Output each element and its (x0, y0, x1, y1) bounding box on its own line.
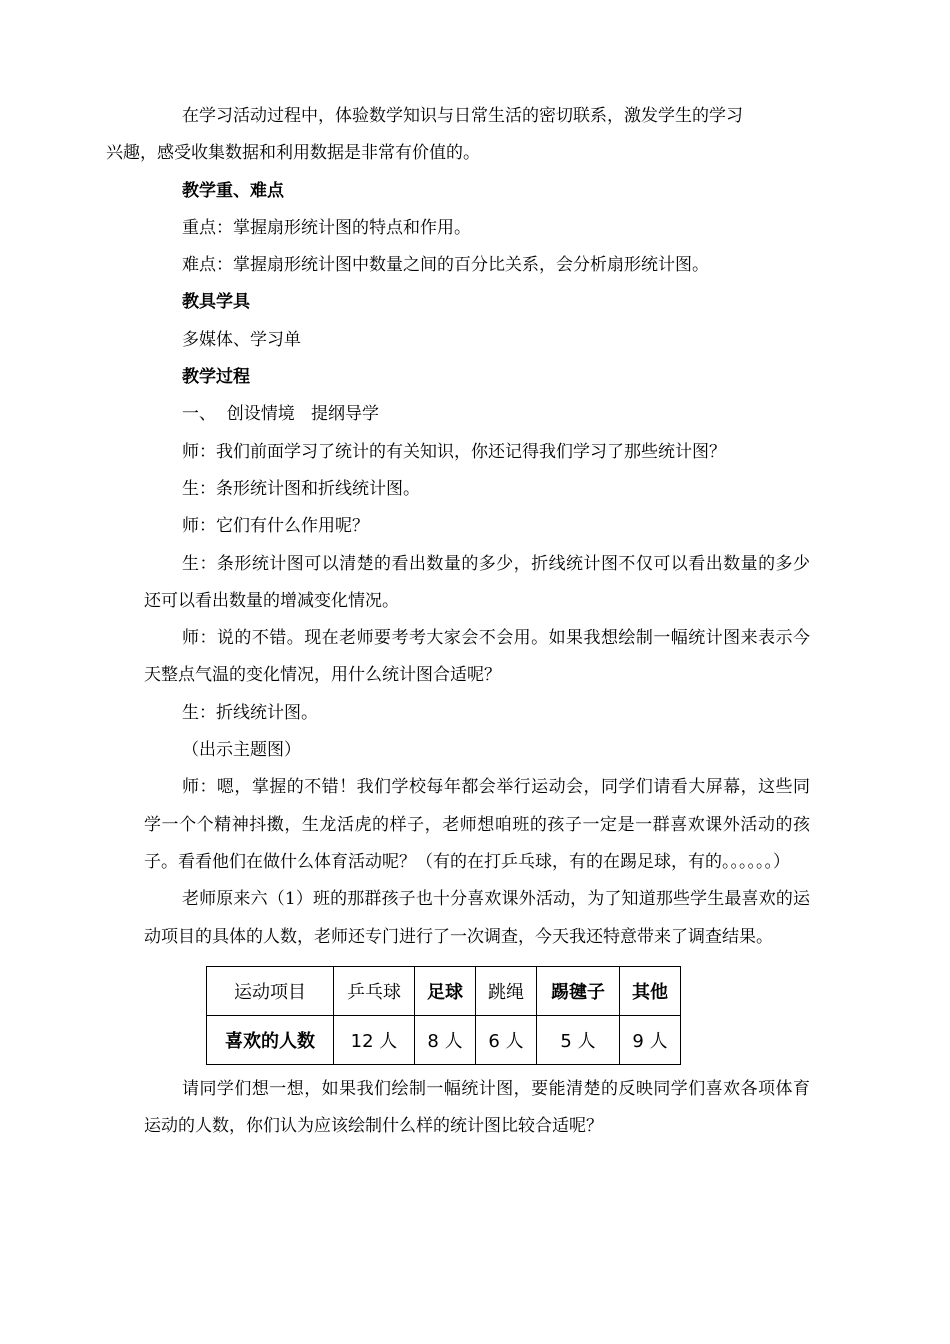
dialogue-line: 师：它们有什么作用呢？ (182, 516, 369, 537)
dialogue-line: （出示主题图） (182, 740, 301, 761)
document-page (106, 98, 810, 1145)
count-cell: 6 人 (476, 1015, 537, 1064)
intro-line-1: 在学习活动过程中，体验数学知识与日常生活的密切联系，激发学生的学习 (182, 106, 743, 126)
count-cell: 8 人 (415, 1015, 476, 1064)
section-1-title: 一、 创设情境 提纲导学 (182, 404, 380, 425)
sport-cell: 其他 (620, 966, 681, 1015)
survey-table-wrap (206, 966, 810, 1065)
difficulty-text: 难点：掌握扇形统计图中数量之间的百分比关系，会分析扇形统计图。 (182, 255, 709, 276)
table-row (207, 1015, 681, 1064)
count-cell: 5 人 (537, 1015, 620, 1064)
closing-paragraph: 请同学们想一想，如果我们绘制一幅统计图，要能清楚的反映同学们喜欢各项体育运动的人数，你们认为应该绘制什么样的统计图比较合适呢？ (144, 1078, 810, 1137)
row-header-count: 喜欢的人数 (207, 1015, 334, 1064)
table-row (207, 966, 681, 1015)
dialogue-line: 生：条形统计图可以清楚的看出数量的多少，折线统计图不仅可以看出数量的多少还可以看出数量的增减变化情况。 (144, 553, 810, 611)
dialogue-line: 师：说的不错。现在老师要考考大家会不会用。如果我想绘制一幅统计图来表示今天整点气温的变化情况，用什么统计图合适呢？ (144, 628, 810, 686)
dialogue-line: 生：折线统计图。 (182, 702, 318, 723)
survey-table (206, 966, 681, 1065)
row-header-sport: 运动项目 (207, 966, 334, 1015)
sport-cell: 跳绳 (476, 966, 537, 1015)
intro-paragraph (106, 98, 810, 173)
dialogue-line: 老师原来六（1）班的那群孩子也十分喜欢课外活动，为了知道那些学生最喜欢的运动项目的具体的人数，老师还专门进行了一次调查，今天我还特意带来了调查结果。 (144, 889, 810, 947)
tools-heading: 教具学具 (182, 292, 250, 313)
keypoints-heading: 教学重、难点 (182, 180, 284, 201)
sport-cell: 踢毽子 (537, 966, 620, 1015)
tools-items: 多媒体、学习单 (182, 329, 301, 350)
dialogue-line: 师：我们前面学习了统计的有关知识，你还记得我们学习了那些统计图？ (182, 441, 726, 462)
process-heading: 教学过程 (182, 367, 250, 388)
focus-text: 重点：掌握扇形统计图的特点和作用。 (182, 217, 471, 238)
sport-cell: 足球 (415, 966, 476, 1015)
count-cell: 12 人 (334, 1015, 415, 1064)
intro-line-2: 兴趣，感受收集数据和利用数据是非常有价值的。 (106, 143, 480, 164)
dialogue-line: 师：嗯，掌握的不错！我们学校每年都会举行运动会，同学们请看大屏幕，这些同学一个个精神抖擞，生龙活虎的样子，老师想咱班的孩子一定是一群喜欢课外活动的孩子。看看他们在做什么体育活动呢？（有的在打乒乓球，有的在踢足球，有的。。。。。。） (144, 777, 810, 872)
sport-cell: 乒乓球 (334, 966, 415, 1015)
count-cell: 9 人 (620, 1015, 681, 1064)
dialogue-line: 生：条形统计图和折线统计图。 (182, 478, 420, 499)
